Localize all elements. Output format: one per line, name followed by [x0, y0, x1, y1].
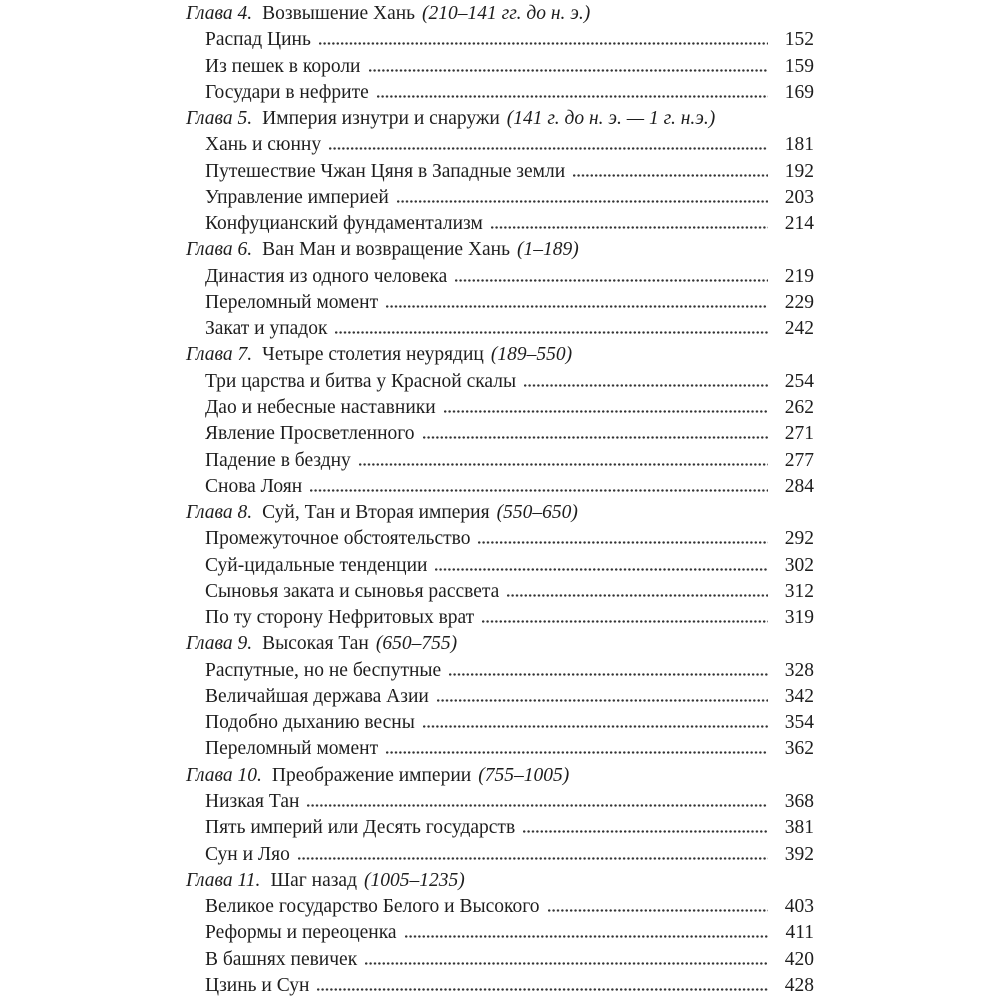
dot-leader: [478, 541, 768, 544]
entry-title: Распад Цинь: [205, 29, 311, 51]
entry-title: Подобно дыханию весны: [205, 712, 415, 734]
chapter-title: Высокая Тан: [262, 633, 369, 655]
entry-title: Величайшая держава Азии: [205, 685, 429, 707]
entry-title: Распутные, но не беспутные: [205, 659, 442, 681]
chapter-title: Преображение империи: [271, 764, 472, 786]
entry-title: Из пешек в короли: [205, 55, 361, 77]
dot-leader: [329, 147, 768, 150]
entry-page-number: 219: [784, 265, 814, 287]
chapter-title: Шаг назад: [270, 869, 358, 891]
toc-entry: [0, 369, 1000, 395]
entry-page-number: 152: [784, 29, 814, 51]
dot-leader: [423, 725, 768, 728]
toc-entry: [0, 710, 1000, 736]
entry-title: Суй-цидальные тенденции: [205, 554, 428, 576]
entry-title: Явление Просветленного: [205, 423, 415, 445]
entry-page-number: 203: [784, 186, 814, 208]
chapter-label: Глава 7.: [186, 344, 253, 366]
entry-page-number: 312: [784, 580, 814, 602]
entry-page-number: 319: [784, 607, 814, 629]
chapter-title: Империя изнутри и снаружи: [262, 108, 500, 130]
chapter-title: Суй, Тан и Вторая империя: [262, 502, 490, 524]
toc-entry: [0, 395, 1000, 421]
chapter-dates: (1005–1235): [364, 869, 465, 891]
toc-entry: [0, 920, 1000, 946]
entry-page-number: 262: [784, 396, 814, 418]
entry-page-number: 420: [784, 948, 814, 970]
entry-page-number: 169: [784, 81, 814, 103]
entry-page-number: 368: [784, 790, 814, 812]
entry-page-number: 302: [784, 554, 814, 576]
entry-title: Дао и небесные наставники: [205, 396, 436, 418]
chapter-heading: [0, 763, 1000, 789]
toc-entry: [0, 553, 1000, 579]
entry-page-number: 181: [784, 134, 814, 156]
chapter-heading: [0, 868, 1000, 894]
toc-entry: [0, 474, 1000, 500]
dot-leader: [359, 463, 768, 466]
chapter-dates: (141 г. до н. э. — 1 г. н.э.): [506, 108, 716, 130]
entry-title: Сыновья заката и сыновья рассвета: [205, 580, 500, 602]
toc-entry: [0, 159, 1000, 185]
entry-page-number: 328: [784, 659, 814, 681]
dot-leader: [548, 909, 769, 912]
chapter-heading: [0, 106, 1000, 132]
entry-title: Промежуточное обстоятельство: [205, 528, 471, 550]
toc-entry: [0, 211, 1000, 237]
dot-leader: [377, 95, 768, 98]
entry-title: Цзинь и Сун: [205, 974, 310, 996]
toc-entry: [0, 789, 1000, 815]
chapter-label: Глава 6.: [186, 239, 253, 261]
entry-title: Падение в бездну: [205, 449, 351, 471]
entry-page-number: 428: [784, 974, 814, 996]
chapter-dates: (210–141 гг. до н. э.): [422, 3, 591, 24]
entry-title: Великое государство Белого и Высокого: [205, 896, 540, 918]
dot-leader: [523, 830, 768, 833]
chapter-heading: [0, 500, 1000, 526]
toc-entry: [0, 54, 1000, 80]
chapter-dates: (755–1005): [478, 764, 570, 786]
toc-entry: [0, 579, 1000, 605]
dot-leader: [491, 226, 768, 229]
dot-leader: [573, 174, 768, 177]
chapter-heading: [0, 342, 1000, 368]
entry-page-number: 159: [784, 55, 814, 77]
toc-entry: [0, 80, 1000, 106]
entry-page-number: 192: [784, 160, 814, 182]
toc-entry: [0, 526, 1000, 552]
dot-leader: [386, 751, 768, 754]
entry-title: Закат и упадок: [205, 318, 328, 340]
entry-page-number: 242: [784, 318, 814, 340]
entry-title: Переломный момент: [205, 291, 379, 313]
toc-entry: [0, 815, 1000, 841]
entry-title: Хань и сюнну: [205, 134, 322, 156]
toc-entry: [0, 658, 1000, 684]
dot-leader: [317, 988, 768, 991]
entry-page-number: 277: [784, 449, 814, 471]
dot-leader: [507, 594, 768, 597]
toc-entry: [0, 973, 1000, 999]
dot-leader: [423, 436, 768, 439]
toc-entry: [0, 264, 1000, 290]
dot-leader: [310, 489, 768, 492]
chapter-heading: [0, 631, 1000, 657]
chapter-dates: (1–189): [517, 239, 579, 261]
dot-leader: [482, 620, 768, 623]
toc-entry: [0, 894, 1000, 920]
dot-leader: [369, 69, 769, 72]
entry-title: Низкая Тан: [205, 790, 300, 812]
entry-title: Сун и Ляо: [205, 843, 290, 865]
entry-title: Династия из одного человека: [205, 265, 448, 287]
entry-page-number: 381: [784, 817, 814, 839]
dot-leader: [335, 331, 768, 334]
entry-title: Переломный момент: [205, 738, 379, 760]
dot-leader: [386, 305, 768, 308]
entry-page-number: 362: [784, 738, 814, 760]
chapter-title: Четыре столетия неурядиц: [262, 344, 484, 366]
chapter-title: Ван Ман и возвращение Хань: [262, 239, 511, 261]
toc-entry: [0, 842, 1000, 868]
entry-title: Путешествие Чжан Цяня в Западные земли: [205, 160, 566, 182]
entry-title: Снова Лоян: [205, 475, 303, 497]
toc-entry: [0, 684, 1000, 710]
chapter-label: Глава 10.: [186, 764, 262, 786]
toc-entry: [0, 448, 1000, 474]
dot-leader: [437, 699, 768, 702]
dot-leader: [449, 673, 768, 676]
entry-page-number: 354: [784, 712, 814, 734]
entry-page-number: 254: [784, 370, 814, 392]
chapter-label: Глава 11.: [186, 869, 261, 891]
dot-leader: [365, 962, 768, 965]
toc-entry: [0, 132, 1000, 158]
toc-entry: [0, 290, 1000, 316]
entry-page-number: 411: [785, 922, 814, 944]
toc-entry: [0, 736, 1000, 762]
entry-page-number: 229: [784, 291, 814, 313]
dot-leader: [444, 410, 768, 413]
entry-page-number: 403: [784, 896, 814, 918]
toc-entry: [0, 605, 1000, 631]
entry-title: Государи в нефрите: [205, 81, 369, 103]
dot-leader: [298, 857, 768, 860]
entry-page-number: 271: [784, 423, 814, 445]
entry-page-number: 284: [784, 475, 814, 497]
chapter-dates: (189–550): [490, 344, 573, 366]
dot-leader: [319, 42, 768, 45]
entry-title: Конфуцианский фундаментализм: [205, 213, 483, 235]
chapter-label: Глава 9.: [186, 633, 253, 655]
entry-title: Пять империй или Десять государств: [205, 817, 516, 839]
chapter-heading: [0, 1, 1000, 27]
dot-leader: [524, 384, 768, 387]
entry-page-number: 214: [784, 213, 814, 235]
chapter-heading: [0, 237, 1000, 263]
chapter-title: Возвышение Хань: [262, 3, 416, 24]
entry-title: В башнях певичек: [205, 948, 358, 970]
entry-title: Управление империей: [205, 186, 389, 208]
entry-page-number: 292: [784, 528, 814, 550]
entry-page-number: 342: [784, 685, 814, 707]
dot-leader: [455, 279, 768, 282]
entry-title: Три царства и битва у Красной скалы: [205, 370, 517, 392]
entry-title: По ту сторону Нефритовых врат: [205, 607, 475, 629]
chapter-label: Глава 4.: [186, 3, 253, 24]
toc-entry: [0, 27, 1000, 53]
chapter-dates: (550–650): [496, 502, 578, 524]
toc-entry: [0, 421, 1000, 447]
chapter-dates: (650–755): [375, 633, 458, 655]
dot-leader: [307, 804, 768, 807]
toc-entry: [0, 185, 1000, 211]
dot-leader: [405, 935, 768, 938]
toc-entry: [0, 947, 1000, 973]
chapter-label: Глава 8.: [186, 502, 253, 524]
toc-entry: [0, 316, 1000, 342]
entry-title: Реформы и переоценка: [205, 922, 397, 944]
dot-leader: [397, 200, 768, 203]
entry-page-number: 392: [784, 843, 814, 865]
dot-leader: [435, 568, 768, 571]
chapter-label: Глава 5.: [186, 108, 253, 130]
